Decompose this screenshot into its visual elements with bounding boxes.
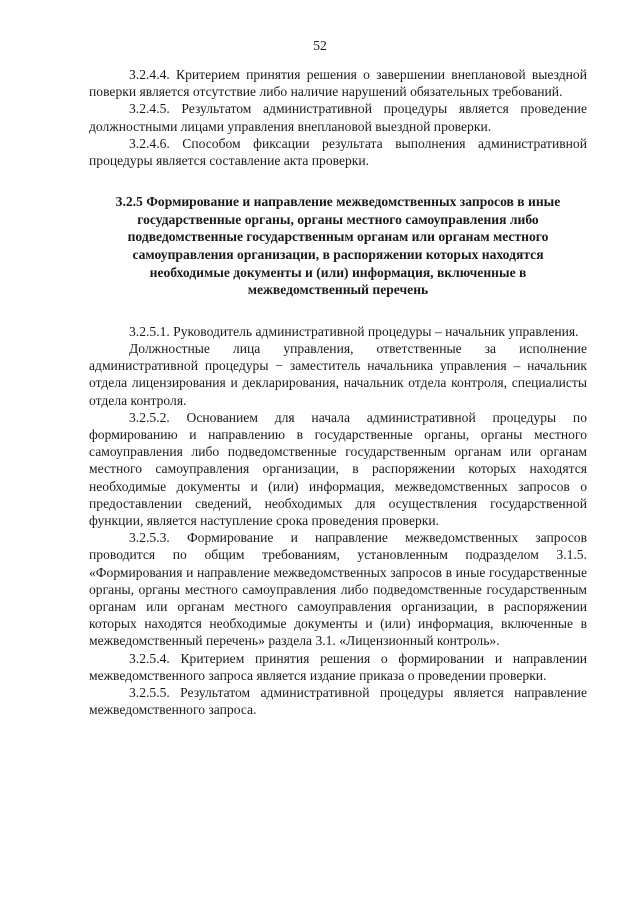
paragraph-responsible-officials: Должностные лица управления, ответственные за исполнение административной процедуры − заместитель начальника управления – начальник отдела лицензирования и декларирования, начальник отдела контроля, специалисты отдела контроля. <box>89 340 587 408</box>
paragraph-3-2-4-6: 3.2.4.6. Способом фиксации результата выполнения административной процедуры является составление акта проверки. <box>89 135 587 169</box>
paragraph-3-2-4-5: 3.2.4.5. Результатом административной процедуры является проведение должностными лицами управления внеплановой выездной проверки. <box>89 101 587 134</box>
paragraph-3-2-5-2: 3.2.5.2. Основанием для начала административной процедуры по формированию и направлению в государственные органы, органы местного самоуправления либо подведомственные государственным органам или органам местного самоуправления организации, в распоряжении которых находятся необходимые документы и (или) информация, межведомственных запросов о предоставлении сведений, необходимых для осуществления государственной функции, является наступление срока проведения проверки. <box>89 409 587 529</box>
paragraph-3-2-5-1: 3.2.5.1. Руководитель административной процедуры – начальник управления. <box>129 323 579 339</box>
section-heading-3-2-5: 3.2.5 Формирование и направление межведомственных запросов в иные государственные органы, органы местного самоуправления либо подведомственные государственным органам или органам местного самоуправления организации, в распоряжении которых находятся необходимые документы и (или) информация, включенные в межведомственный перечень <box>115 194 561 298</box>
paragraph-3-2-5-3: 3.2.5.3. Формирование и направление межведомственных запросов проводится по общим требованиям, установленным подразделом 3.1.5. «Формирования и направление межведомственных запросов в иные государственные органы, органы местного самоуправления либо подведомственные государственным органам или органам местного самоуправления организации, в распоряжении которых находятся необходимые документы и (или) информация, включенные в межведомственный перечень» раздела 3.1. «Лицензионный контроль». <box>89 530 587 649</box>
paragraph-3-2-5-5: 3.2.5.5. Результатом административной процедуры является направление межведомственного запроса. <box>89 685 587 718</box>
paragraph-3-2-5-4: 3.2.5.4. Критерием принятия решения о формировании и направлении межведомственного запроса является издание приказа о проведении проверки. <box>89 650 587 683</box>
document-body <box>89 66 587 718</box>
page-number: 52 <box>313 38 327 53</box>
paragraph-3-2-4-4: 3.2.4.4. Критерием принятия решения о завершении внеплановой выездной поверки является отсутствие либо наличие нарушений обязательных требований. <box>89 67 587 100</box>
